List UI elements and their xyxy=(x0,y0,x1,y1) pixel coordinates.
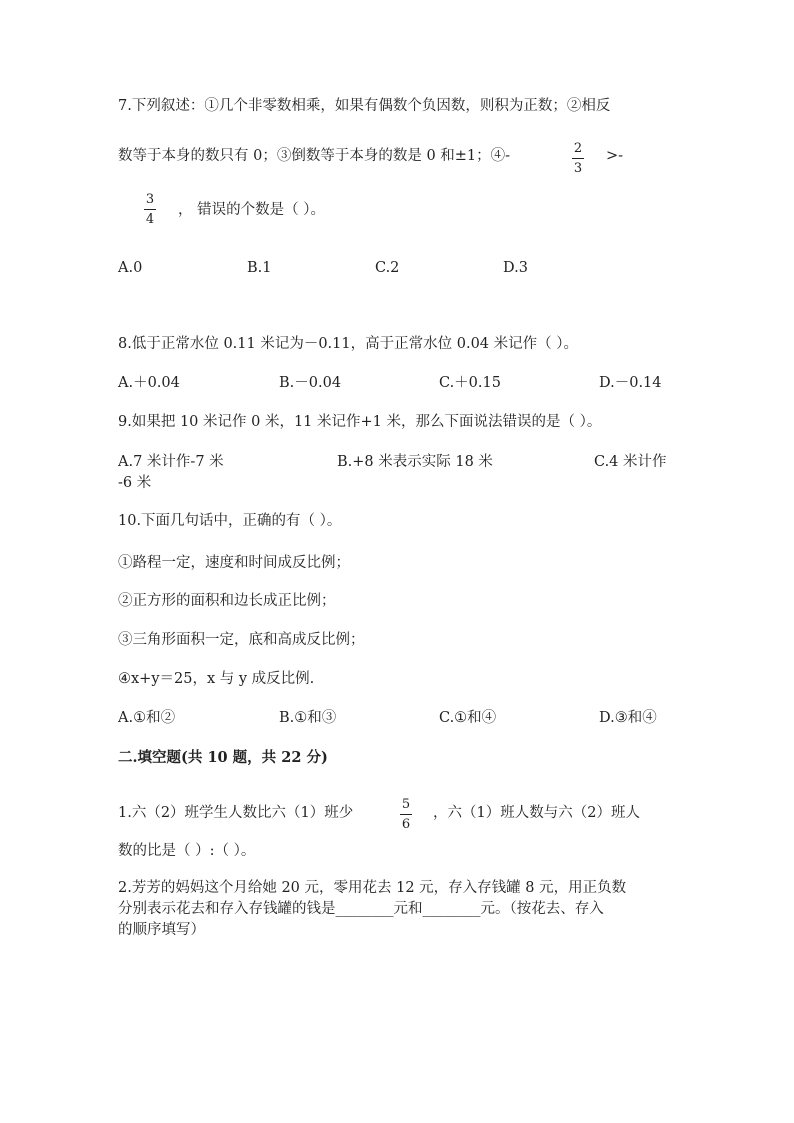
fraction-bar xyxy=(572,158,584,159)
q10-item-1: ①路程一定，速度和时间成反比例； xyxy=(118,555,350,571)
f2-line3: 的顺序填写） xyxy=(118,922,205,938)
fraction-bar xyxy=(144,209,156,210)
q10-option-d[interactable]: D.③和④ xyxy=(599,710,657,726)
q7-line2: 数等于本身的数只有 0；③倒数等于本身的数是 0 和±1；④- xyxy=(118,148,511,164)
fraction-numerator: 3 xyxy=(145,192,155,207)
q9-option-c-wrap: -6 米 xyxy=(118,475,152,491)
q8-option-a[interactable]: A.＋0.04 xyxy=(118,375,180,391)
q10-text: 10.下面几句话中，正确的有（ ）。 xyxy=(118,513,342,529)
f1-fraction-5-6 xyxy=(397,797,415,832)
q7-greater-than: >- xyxy=(606,148,624,164)
f1-prefix: 1.六（2）班学生人数比六（1）班少 xyxy=(118,805,354,821)
section-heading: 二.填空题(共 10 题，共 22 分) xyxy=(118,749,328,766)
f1-suffix: ，六（1）班人数与六（2）班人 xyxy=(433,805,640,821)
fraction-bar xyxy=(400,814,412,815)
q7-option-a[interactable]: A.0 xyxy=(118,260,143,276)
q8-option-b[interactable]: B.－0.04 xyxy=(279,375,342,391)
q9-option-a[interactable]: A.7 米计作-7 米 xyxy=(118,454,224,470)
f2-line1: 2.芳芳的妈妈这个月给她 20 元，零用花去 12 元，存入存钱罐 8 元，用正负数 xyxy=(118,880,627,896)
q7-option-d[interactable]: D.3 xyxy=(503,260,528,276)
fraction-numerator: 2 xyxy=(573,141,583,156)
q9-option-b[interactable]: B.+8 米表示实际 18 米 xyxy=(337,454,493,470)
fraction-denominator: 3 xyxy=(573,161,583,176)
q10-option-b[interactable]: B.①和③ xyxy=(279,710,337,726)
q8-option-c[interactable]: C.＋0.15 xyxy=(439,375,501,391)
q9-option-c[interactable]: C.4 米计作 xyxy=(594,454,667,470)
q7-tail: ， 错误的个数是（ ）。 xyxy=(178,202,325,218)
q7-option-b[interactable]: B.1 xyxy=(247,260,272,276)
q7-line1: 7.下列叙述：①几个非零数相乘，如果有偶数个负因数，则积为正数；②相反 xyxy=(118,98,611,114)
q10-option-c[interactable]: C.①和④ xyxy=(439,710,497,726)
fraction-numerator: 5 xyxy=(401,797,411,812)
q7-fraction-2-3 xyxy=(569,141,587,176)
q7-option-c[interactable]: C.2 xyxy=(375,260,400,276)
q10-option-a[interactable]: A.①和② xyxy=(118,710,176,726)
fraction-denominator: 6 xyxy=(401,817,411,832)
fraction-denominator: 4 xyxy=(145,212,155,227)
q10-item-3: ③三角形面积一定，底和高成反比例； xyxy=(118,632,365,648)
q8-text: 8.低于正常水位 0.11 米记为－0.11，高于正常水位 0.04 米记作（ ）。 xyxy=(118,336,578,352)
q10-item-2: ②正方形的面积和边长成正比例； xyxy=(118,593,336,609)
q8-option-d[interactable]: D.－0.14 xyxy=(599,375,662,391)
q9-text: 9.如果把 10 米记作 0 米，11 米记作+1 米，那么下面说法错误的是（ ）。 xyxy=(118,414,602,430)
f2-line2: 分别表示花去和存入存钱罐的钱是________元和________元。（按花去、存入 xyxy=(118,901,604,917)
f1-line2: 数的比是（ ）:（ ）。 xyxy=(118,843,256,859)
q10-item-4: ④x+y＝25，x 与 y 成反比例. xyxy=(118,671,315,687)
q7-fraction-3-4 xyxy=(141,192,159,227)
